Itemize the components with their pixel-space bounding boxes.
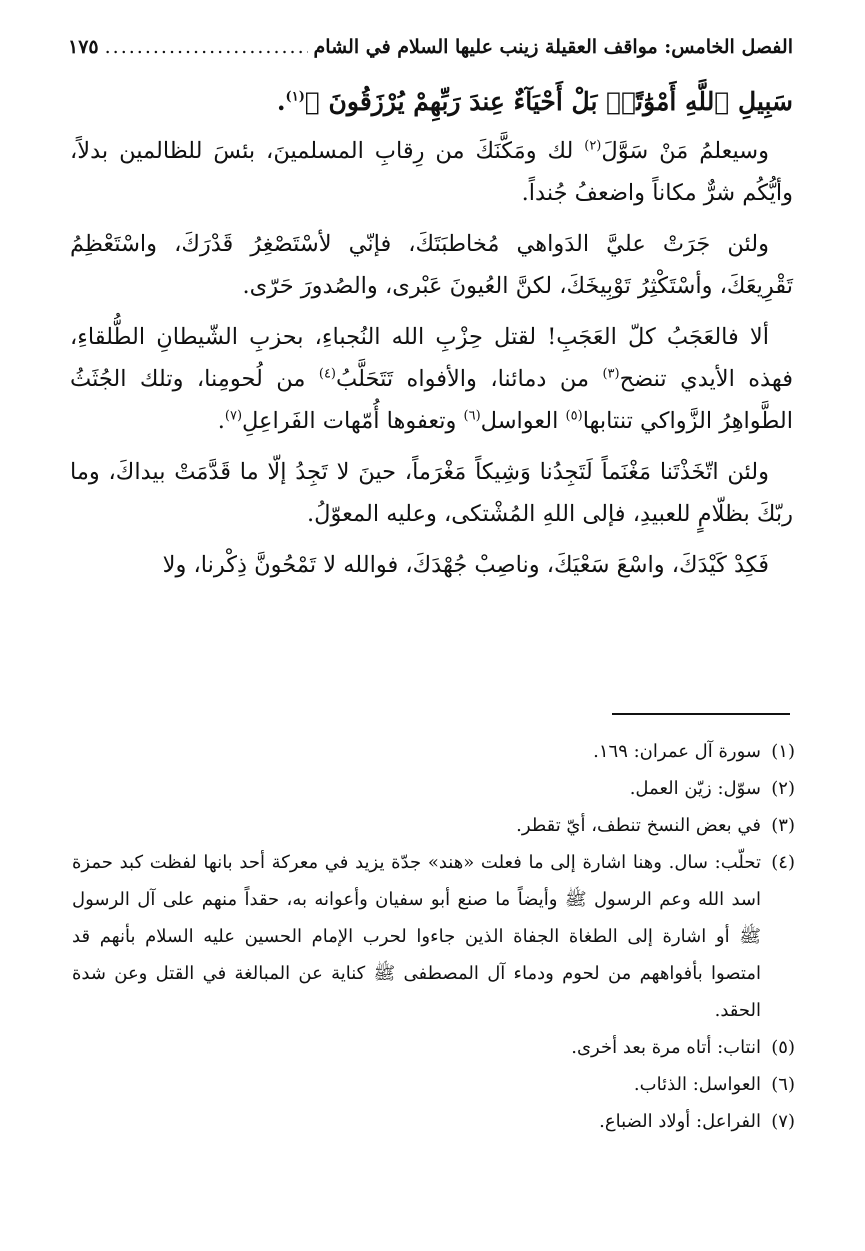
- footnote-text: في بعض النسخ تنطف، أيّ تقطر.: [516, 815, 761, 836]
- paragraph-3-part-f: .: [217, 408, 225, 434]
- paragraph-2: ولئن جَرَتْ عليَّ الدَواهي مُخاطبَتَكَ، فإنّي لأسْتَصْغِرُ قَدْرَكَ، واسْتَعْظِمُ تَقْرِيعَكَ، وأسْتَكْثِرُ تَوْبِيخَكَ، لكنَّ العُيونَ عَبْرى، والصُدورَ حَرّى.: [70, 231, 793, 299]
- footnote-item: [72, 770, 795, 807]
- footnote-text: سورة آل عمران: ١٦٩.: [593, 741, 761, 762]
- chapter-title: الفصل الخامس: مواقف العقيلة زينب عليها السلام في الشام: [313, 36, 793, 58]
- paragraph-4: ولئن اتّخَذْتَنا مَغْنَماً لَتَجِدُنا وَشِيكاً مَغْرَماً، حينَ لا تَجِدُ إلّا ما قَدَّمَتْ بيداكَ، وما ربّكَ بظلّامٍ للعبيدِ، فإلى اللهِ المُشْتكى، وعليه المعوّلُ.: [70, 459, 793, 527]
- footnote-ref: (٢): [584, 138, 602, 154]
- paragraph-3-part-d: العواسل: [480, 408, 566, 434]
- footnote-text: تحلّب: سال. وهنا اشارة إلى ما فعلت «هند» جدّة يزيد في معركة أحد بانها لفظت كبد حمزة اسد الله وعم الرسول ﷺ وأيضاً ما صنع أبو سفيان وأعوانه به، حقداً منهم على آل الرسول ﷺ أو اشارة إلى الطغاة الجفاة الذين جاءوا لحرب الإمام الحسين عليه السلام بأنهم قد امتصوا بأفواههم من لحوم ودماء آل المصطفى ﷺ كناية عن المبالغة في القتل وعن شدة الحقد.: [72, 852, 761, 1021]
- footnote-number: (٧): [771, 1111, 795, 1132]
- quran-verse: سَبِيلِ ٱللَّهِ أَمْوَٰتًاۢ بَلْ أَحْيَآءٌ عِندَ رَبِّهِمْ يُرْزَقُونَ ﴾$^{(١)}$.: [276, 87, 793, 116]
- header-dot-leader: [105, 36, 308, 58]
- footnote-item: [72, 1029, 795, 1066]
- footnote-number: (٤): [771, 852, 795, 873]
- footnote-item: [72, 733, 795, 770]
- page-number: ١٧٥: [68, 36, 99, 58]
- paragraph-3: [70, 316, 793, 442]
- footnote-number: (٢): [771, 778, 795, 799]
- paragraph-3-part-e: وتعفوها أُمّهات الفَراعِلِ: [242, 408, 464, 434]
- footnote-text: العواسل: الذئاب.: [633, 1074, 761, 1095]
- footnote-item: [72, 1066, 795, 1103]
- quran-verse-text: سَبِيلِ ٱللَّهِ أَمْوَٰتًاۢ بَلْ أَحْيَآءٌ عِندَ رَبِّهِمْ يُرْزَقُونَ ﴾: [304, 87, 793, 116]
- footnote-item: [72, 807, 795, 844]
- footnote-text: انتاب: أتاه مرة بعد أخرى.: [571, 1037, 761, 1058]
- footnote-ref: (٦): [463, 408, 481, 424]
- paragraph-3-part-b: من دمائنا، والأفواه تَتَحَلَّبُ: [336, 366, 603, 392]
- footnote-ref: (٧): [224, 408, 243, 424]
- footnote-text: سوّل: زيّن العمل.: [629, 778, 761, 799]
- paragraph-1-start: وسيعلمُ مَنْ سَوَّلَ: [601, 138, 770, 164]
- footnote-text: الفراعل: أولاد الضباع.: [599, 1111, 761, 1132]
- footnote-ref: (١): [285, 89, 305, 105]
- footnote-number: (٣): [771, 815, 795, 836]
- paragraph-3-part-a: ألا فالعَجَبُ كلّ العَجَبِ! لقتل حِزْبِ الله النُجباءِ، بحزبِ الشّيطانِ الطُّلقاءِ، فهذه الأيدي تنضح: [70, 324, 793, 392]
- footnote-item: [72, 1103, 795, 1140]
- footnote-item: [72, 844, 795, 1029]
- footnote-separator: [612, 713, 790, 715]
- main-text: [70, 80, 793, 595]
- footnote-ref: (٥): [565, 408, 583, 424]
- footnote-ref: (٣): [602, 366, 620, 382]
- footnote-ref: (٤): [318, 366, 336, 382]
- paragraph-1: [70, 130, 793, 214]
- footnote-number: (١): [771, 741, 795, 762]
- footnotes: [72, 733, 795, 1140]
- footnote-number: (٥): [771, 1037, 795, 1058]
- paragraph-3-part-c: من لُحومِنا، وتلك الجُثَثُ الطَّواهِرُ الزَّواكي تنتابها: [70, 366, 793, 434]
- footnote-number: (٦): [771, 1074, 795, 1095]
- running-header: [68, 22, 793, 58]
- paragraph-1-end: لك ومَكَّنَكَ من رِقابِ المسلمينَ، بئسَ للظالمين بدلاً، وأيُّكُم شرٌّ مكاناً واضعفُ جُنداً.: [70, 138, 793, 206]
- paragraph-5: فَكِدْ كَيْدَكَ، واسْعَ سَعْيَكَ، وناصِبْ جُهْدَكَ، فوالله لا تَمْحُونَّ ذِكْرنا، ولا: [162, 552, 769, 578]
